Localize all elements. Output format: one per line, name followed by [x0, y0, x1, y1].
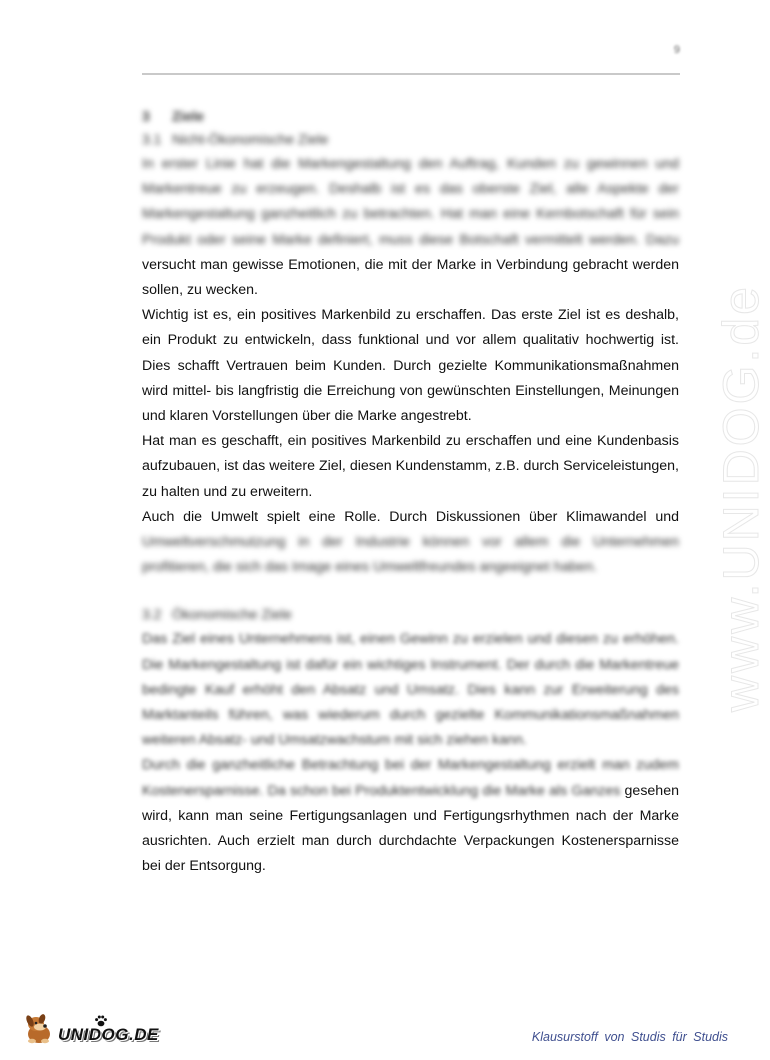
- section-number: 3: [142, 108, 150, 124]
- paragraph-1-1-text: versucht man gewisse Emotionen, die mit der Marke in Verbindung gebracht werden sollen, zu wecken.: [142, 256, 679, 299]
- header-rule: [142, 73, 680, 75]
- subsection-1-number: 3.1: [142, 131, 162, 147]
- paragraph-1-1-blurred-text: In erster Linie hat die Markengestaltung den Auftrag, Kunden zu gewinnen und Markentreue zu erzeugen. Deshalb ist es das oberste Ziel, alle Aspekte der Markengestaltung ganzheitlich zu betrachten. Hat man eine Kernbotschaft für sein Produkt oder seine Marke definiert, muss diese Botschaft vermittelt werden. Dazu: [142, 156, 679, 248]
- paragraph-2-2-blurred-text: Durch die ganzheitliche Betrachtung bei der Markengestaltung erzielt man zudem Kostenersparnisse. Da schon bei Produktentwicklung die Marke als Ganzes: [142, 757, 679, 799]
- paragraph-2-1: Das Ziel eines Unternehmens ist, einen Gewinn zu erzielen und diesen zu erhöhen. Die Markengestaltung ist dafür ein wichtiges Instrument. Der durch die Markentreue bedingte Kauf erhöht den Absatz und Umsatz. Dies kann zur Erweiterung des Marktanteils führen, was wiederum durch gezielte Kommunikationsmaßnahmen weiteren Absatz- und Umsatzwachstum mit sich ziehen kann.: [142, 631, 679, 749]
- section-title: Ziele: [172, 108, 204, 124]
- subsection-2-title: Ökonomische Ziele: [172, 606, 292, 623]
- paragraph-1-3: Hat man es geschafft, ein positives Markenbild zu erschaffen und eine Kundenbasis aufzubauen, ist das weitere Ziel, diesen Kundenstamm, z.B. durch Serviceleistungen, zu halten und zu erweitern.: [142, 433, 679, 500]
- paragraph-1-4-text: Auch die Umwelt spielt eine Rolle. Durch Diskussionen über Klimawandel und: [142, 508, 679, 525]
- subsection-heading-2: [142, 602, 679, 627]
- subsection-1-title: Nicht-Ökonomische Ziele: [172, 131, 329, 147]
- unidog-logo: [18, 1012, 158, 1048]
- paragraph-2-2: [142, 753, 679, 879]
- section-heading: [142, 105, 679, 127]
- paragraph-1-1: [142, 152, 679, 303]
- page-number: 9: [673, 44, 680, 56]
- subsection-2-number: 3.2: [142, 606, 162, 623]
- document-body: [142, 105, 679, 879]
- section-gap: [142, 580, 679, 602]
- paragraph-1-4: [142, 505, 679, 581]
- paragraph-1-2: Wichtig ist es, ein positives Markenbild zu erschaffen. Das erste Ziel ist es deshalb, ein Produkt zu entwickeln, dass funktional und vor allem qualitativ hochwertig ist. Dies schafft Vertrauen beim Kunden. Durch gezielte Kommunikationsmaßnahmen wird mittel- bis langfristig die Erreichung von gewünschten Einstellungen, Meinungen und klaren Vorstellungen über die Marke angestrebt.: [142, 307, 679, 425]
- paragraph-1-4-blurred-text: Umweltverschmutzung in der Industrie können vor allem die Unternehmen profitieren, die sich das Image eines Umweltfreundes angeeignet haben.: [142, 534, 679, 576]
- logo-text: UNIDOG.DE: [58, 1025, 159, 1044]
- subsection-heading-1: [142, 127, 679, 152]
- paragraph-2-2-text: gesehen wird, kann man seine Fertigungsanlagen und Fertigungsrhythmen nach der Marke ausrichten. Auch erzielt man durch durchdachte Verpackungen Kostenersparnisse bei der Entsorgung.: [142, 782, 679, 875]
- dog-mascot-icon: [22, 1012, 56, 1046]
- footer-slogan: Klausurstoff von Studis für Studis: [531, 1030, 728, 1044]
- watermark-text: www.UNIDOG.de: [713, 284, 769, 712]
